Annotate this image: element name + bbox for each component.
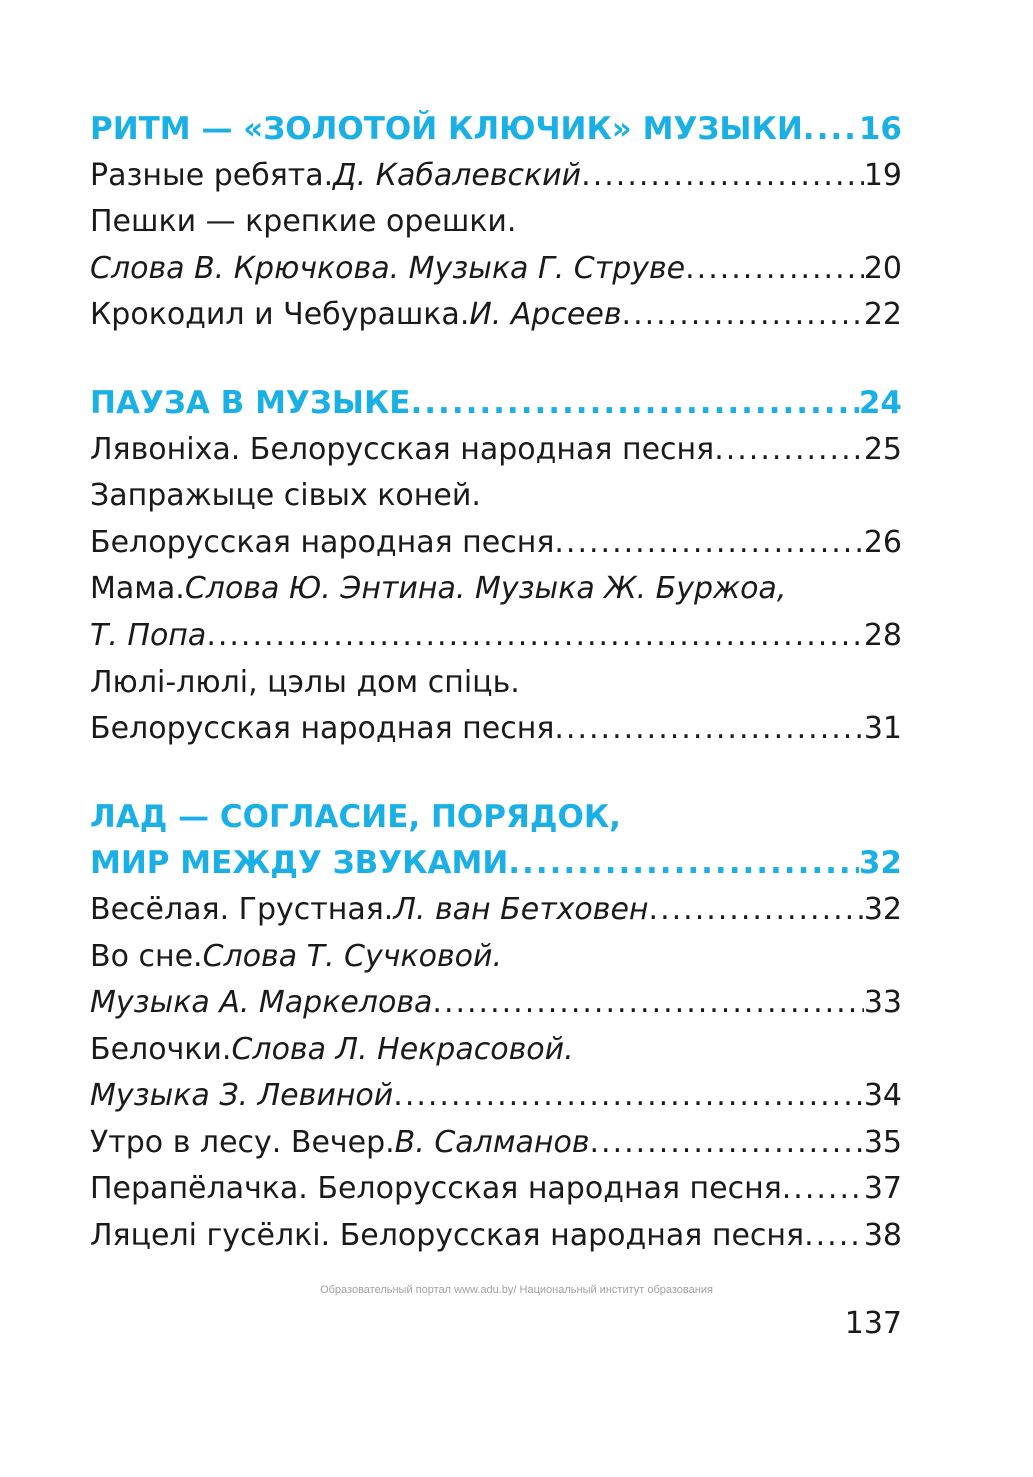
- toc-entry: [90, 473, 902, 520]
- toc-entry: [90, 887, 902, 934]
- toc-entry: [90, 706, 902, 753]
- entry-title: Люлі-люлі, цэлы дом спіць.: [90, 664, 520, 700]
- entry-page-number: 16: [858, 111, 902, 147]
- entry-title: Разные ребята.: [90, 157, 334, 193]
- toc-entry: [90, 1166, 902, 1213]
- toc-entry: [90, 1213, 902, 1260]
- toc-entry: [90, 934, 902, 981]
- entry-author: И. Арсеев: [469, 297, 622, 333]
- entry-title: Утро в лесу. Вечер.: [90, 1124, 395, 1160]
- toc-entry: [90, 566, 902, 613]
- entry-title: Ляцелі гусёлкі. Белорусская народная песня: [90, 1218, 805, 1254]
- dot-leader: [803, 106, 859, 153]
- toc-entry: [90, 1120, 902, 1167]
- dot-leader: [581, 153, 864, 200]
- toc-section: [90, 106, 902, 339]
- entry-author: Слова Л. Некрасовой.: [231, 1031, 574, 1067]
- entry-page-number: 37: [863, 1171, 902, 1207]
- entry-title: ПАУЗА В МУЗЫКЕ: [90, 384, 411, 421]
- dot-leader: [685, 246, 864, 293]
- toc-section: [90, 380, 902, 753]
- entry-title: ЛАД — СОГЛАСИЕ, ПОРЯДОК,: [90, 798, 621, 835]
- section-heading: [90, 106, 902, 153]
- entry-author: Слова Ю. Энтина. Музыка Ж. Буржоа,: [184, 571, 787, 607]
- entry-page-number: 19: [863, 157, 902, 193]
- entry-title: Во сне.: [90, 938, 203, 974]
- toc-entry: [90, 520, 902, 567]
- entry-page-number: 34: [863, 1078, 902, 1114]
- toc-entry: [90, 427, 902, 474]
- entry-title: РИТМ — «ЗОЛОТОЙ КЛЮЧИК» МУЗЫКИ: [90, 111, 803, 147]
- toc-entry: [90, 1073, 902, 1120]
- entry-page-number: 25: [863, 431, 902, 467]
- entry-title: Весёлая. Грустная.: [90, 891, 394, 927]
- entry-author: Т. Попа: [90, 617, 207, 653]
- entry-page-number: 32: [858, 845, 902, 882]
- section-heading: [90, 794, 902, 841]
- toc-entry: [90, 1027, 902, 1074]
- section-heading: [90, 840, 902, 887]
- toc-entry: [90, 980, 902, 1027]
- section-heading: [90, 380, 902, 427]
- dot-leader: [393, 1073, 864, 1120]
- entry-page-number: 32: [863, 891, 902, 927]
- entry-title: Крокодил и Чебурашка.: [90, 297, 470, 333]
- dot-leader: [622, 292, 864, 339]
- entry-page-number: 24: [858, 384, 902, 421]
- entry-author: Музыка З. Левиной: [90, 1078, 394, 1114]
- dot-leader: [649, 887, 864, 934]
- entry-title: Белорусская народная песня: [90, 524, 555, 560]
- entry-title: Мама.: [90, 571, 185, 607]
- dot-leader: [590, 1120, 864, 1167]
- entry-title: Перапёлачка. Белорусская народная песня: [90, 1171, 782, 1207]
- entry-page-number: 28: [863, 617, 902, 653]
- entry-page-number: 38: [863, 1218, 902, 1254]
- toc-entry: [90, 660, 902, 707]
- entry-title: Белочки.: [90, 1031, 232, 1067]
- entry-page-number: 35: [863, 1124, 902, 1160]
- entry-title: Белорусская народная песня: [90, 711, 555, 747]
- entry-author: Д. Кабалевский: [333, 157, 582, 193]
- dot-leader: [782, 1166, 864, 1213]
- toc-entry: [90, 246, 902, 293]
- entry-author: Музыка А. Маркелова: [90, 985, 433, 1021]
- dot-leader: [432, 980, 863, 1027]
- entry-title: Запражыце сівых коней.: [90, 478, 481, 514]
- toc-entry: [90, 613, 902, 660]
- entry-page-number: 33: [863, 985, 902, 1021]
- entry-author: Л. ван Бетховен: [393, 891, 649, 927]
- toc-entry: [90, 199, 902, 246]
- entry-page-number: 22: [863, 297, 902, 333]
- entry-author: В. Салманов: [394, 1124, 590, 1160]
- entry-author: Слова В. Крючкова. Музыка Г. Струве: [90, 250, 686, 286]
- watermark-text: Образовательный портал www.adu.by/ Национальный институт образования: [320, 1284, 713, 1296]
- entry-title: Лявоніха. Белорусская народная песня: [90, 431, 715, 467]
- dot-leader: [554, 520, 863, 567]
- entry-title: Пешки — крепкие орешки.: [90, 204, 517, 240]
- entry-page-number: 26: [863, 524, 902, 560]
- entry-title: МИР МЕЖДУ ЗВУКАМИ: [90, 845, 509, 882]
- entry-page-number: 20: [863, 250, 902, 286]
- dot-leader: [206, 613, 864, 660]
- entry-author: Слова Т. Сучковой.: [202, 938, 503, 974]
- toc-section: [90, 794, 902, 1260]
- dot-leader: [714, 427, 864, 474]
- toc-entry: [90, 292, 902, 339]
- dot-leader: [508, 840, 859, 887]
- entry-page-number: 31: [863, 711, 902, 747]
- dot-leader: [804, 1213, 864, 1260]
- table-of-contents: [90, 106, 902, 1260]
- dot-leader: [554, 706, 863, 753]
- toc-entry: [90, 153, 902, 200]
- dot-leader: [410, 380, 858, 427]
- page-number: 137: [844, 1306, 902, 1341]
